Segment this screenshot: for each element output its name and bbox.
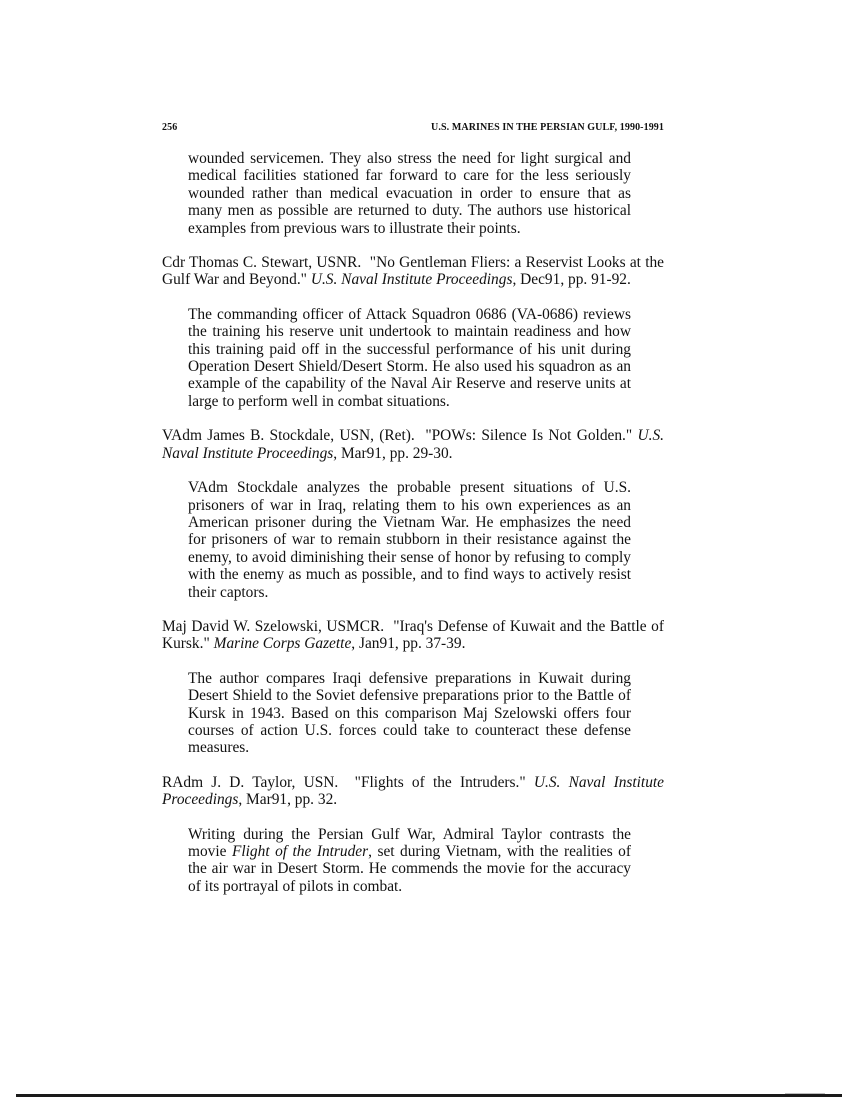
abstract-stockdale: VAdm Stockdale analyzes the probable present situations of U.S. prisoners of war in Iraq, relating them to his own experiences as an American prisoner during the Vietnam War. He emphasizes the need for prisoners of war to remain stubborn in their resistance against the enemy, to avoid diminishing their sense of honor by refusing to comply with the enemy as much as possible, and to find ways to actively resist their captors.: [188, 479, 631, 601]
citation-stewart: [162, 254, 664, 289]
page-header: [162, 122, 664, 136]
running-title: U.S. MARINES IN THE PERSIAN GULF, 1990-1991: [431, 122, 664, 133]
bottom-scan-artifact: [785, 1093, 825, 1094]
bottom-scan-rule: [16, 1094, 842, 1097]
abstract-taylor: [188, 826, 631, 896]
citation-author: VAdm James B. Stockdale, USN, (Ret).: [162, 427, 415, 445]
citation-title: "Iraq's Defense of Kuwait and the Battle of Kursk.": [162, 617, 664, 653]
citation-details: , Dec91, pp. 91-92.: [512, 271, 631, 289]
citation-publication: U.S. Naval Institute Proceedings: [310, 271, 513, 289]
abstract-continued: wounded servicemen. They also stress the need for light surgical and medical facilities stationed far forward to care for the less seriously wounded rather than medical evacuation in order to ensure that as many men as possible are returned to duty. The authors use historical examples from previous wars to illustrate their points.: [188, 150, 631, 237]
abstract-text: Writing during the Persian Gulf War, Admiral Taylor contrasts the movie: [188, 825, 631, 860]
citation-details: , Mar91, pp. 29-30.: [333, 444, 453, 462]
citation-publication: U.S. Naval Institute Proceedings: [162, 427, 664, 462]
bibliography-content: [162, 150, 664, 895]
film-title: Flight of the Intruder: [231, 843, 369, 860]
citation-stockdale: [162, 427, 664, 462]
citation-details: , Jan91, pp. 37-39.: [351, 635, 466, 653]
citation-author: Maj David W. Szelowski, USMCR.: [162, 617, 385, 635]
citation-title: "POWs: Silence Is Not Golden.": [425, 427, 633, 445]
citation-details: , Mar91, pp. 32.: [238, 791, 338, 809]
citation-title: "No Gentleman Fliers: a Reservist Looks at the Gulf War and Beyond.": [162, 254, 664, 289]
citation-author: Cdr Thomas C. Stewart, USNR.: [162, 254, 362, 272]
abstract-szelowski: The author compares Iraqi defensive preparations in Kuwait during Desert Shield to the Soviet defensive preparations prior to the Battle of Kursk in 1943. Based on this comparison Maj Szelowski offers four courses of action U.S. forces could take to counteract these defense measures.: [188, 669, 631, 757]
citation-title: "Flights of the Intruders.": [354, 773, 526, 791]
citation-taylor: [162, 774, 664, 809]
citation-publication: Marine Corps Gazette: [213, 635, 352, 653]
page-number: 256: [162, 122, 178, 133]
citation-author: RAdm J. D. Taylor, USN.: [162, 773, 339, 791]
citation-szelowski: [162, 618, 664, 653]
abstract-text: , set during Vietnam, with the realities of the air war in Desert Storm. He commends the movie for the accuracy of its portrayal of pilots in combat.: [188, 843, 631, 895]
citation-publication: U.S. Naval Institute Proceedings: [162, 773, 665, 809]
abstract-stewart: The commanding officer of Attack Squadron 0686 (VA-0686) reviews the training his reserve unit undertook to maintain readiness and how this training paid off in the successful performance of his unit during Operation Desert Shield/Desert Storm. He also used his squadron as an example of the capability of the Naval Air Reserve and reserve units at large to perform well in combat situations.: [188, 305, 631, 410]
